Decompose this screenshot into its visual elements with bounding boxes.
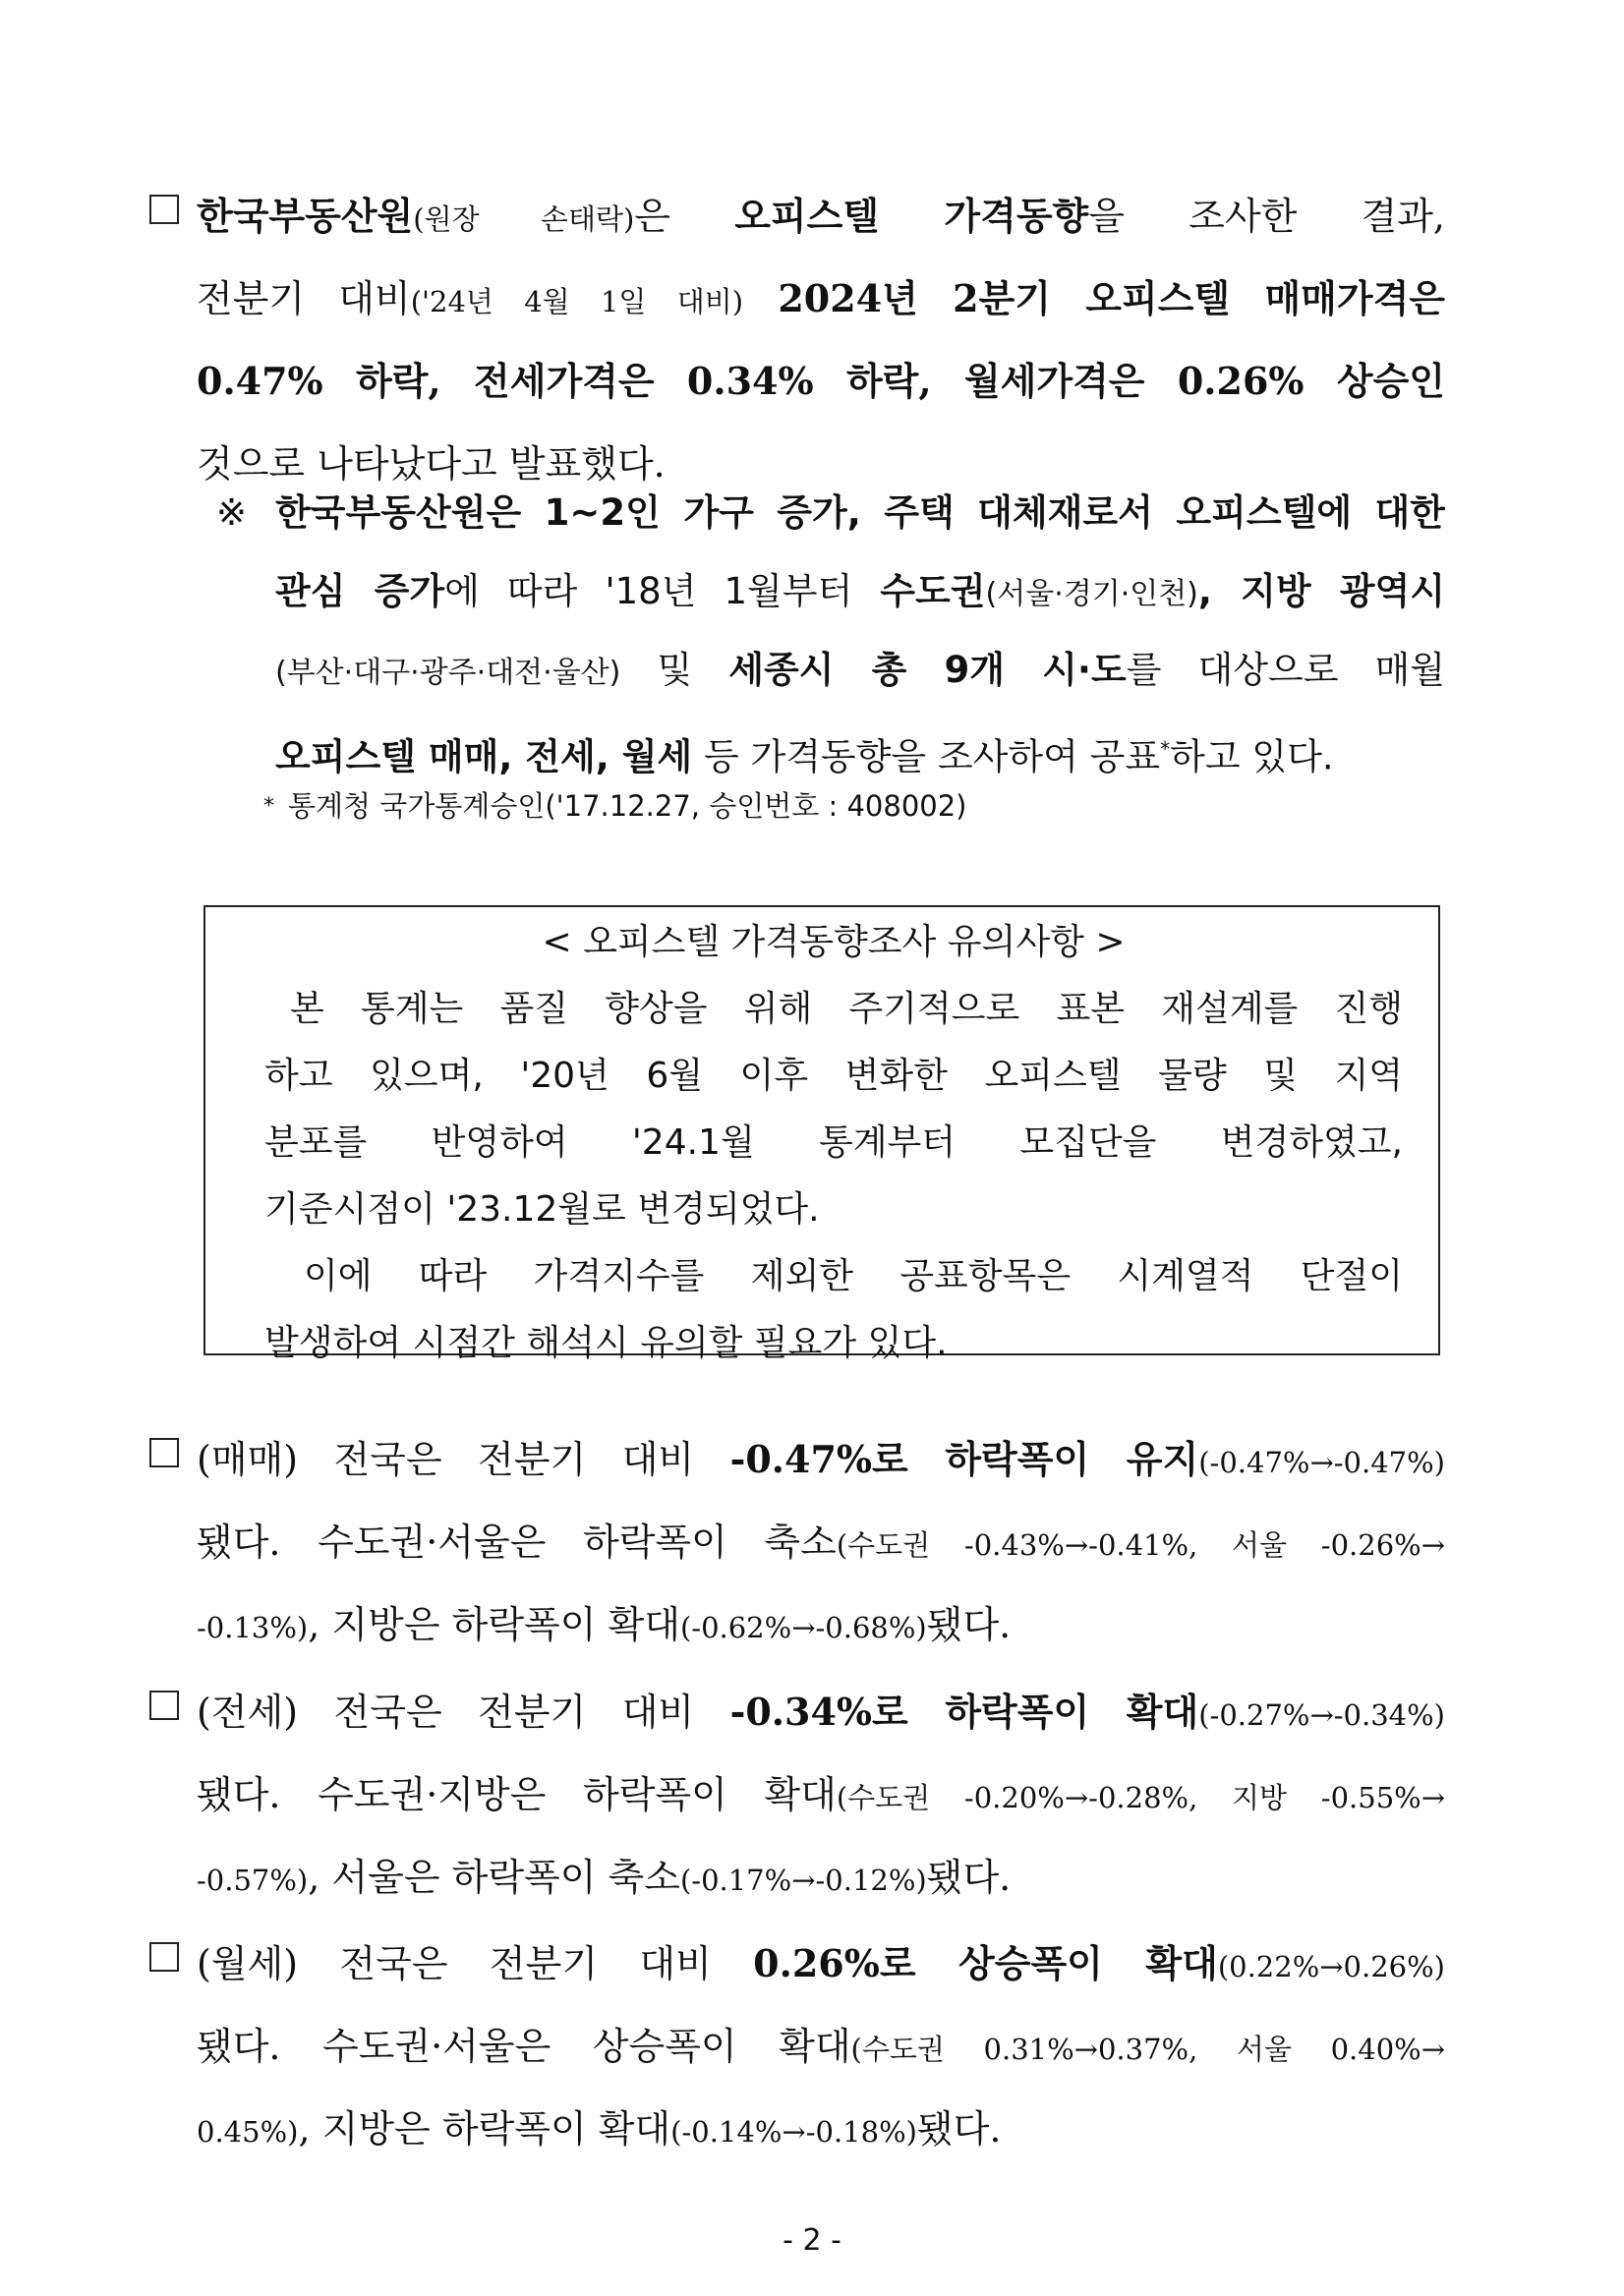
text-run: 됐다. (916, 2107, 1002, 2151)
text-run: -0.34%로 하락폭이 확대 (729, 1690, 1199, 1734)
text-run: 및 (620, 649, 729, 691)
sale-line (197, 1501, 1445, 1583)
monthly-paragraph (197, 1923, 1445, 2170)
monthly-line (197, 2005, 1445, 2088)
text-run: 전분기 대비 (197, 277, 411, 320)
text-run: (0.22%→0.26%) (1217, 1950, 1445, 1983)
text-run: (서울·경기·인천) (985, 577, 1198, 611)
text-run: (수도권 0.31%→0.37%, 서울 0.40%→ (850, 2033, 1445, 2066)
checkbox-bullet-icon (149, 1691, 179, 1720)
text-run: (-0.14%→-0.18%) (670, 2115, 917, 2149)
text-run: (매매) 전국은 전분기 대비 (197, 1438, 730, 1481)
org-name: 한국부동산원 (197, 194, 414, 238)
text-run: 됐다. (926, 1603, 1012, 1646)
jeonse-line (197, 1836, 1445, 1919)
sale-paragraph (197, 1418, 1445, 1666)
reference-date: ('24년 4월 1일 대비) (410, 285, 744, 318)
text-run: , 지방 광역시 (1197, 570, 1445, 612)
text-run: 0.45%) (197, 2115, 299, 2149)
text-run: 됐다. 수도권·서울은 하락폭이 축소 (197, 1521, 837, 1564)
caution-box-content (264, 909, 1403, 1377)
jeonse-line (197, 1753, 1445, 1836)
text-run: (-0.27%→-0.34%) (1198, 1698, 1445, 1732)
sale-line (197, 1583, 1445, 1666)
footnote-star: * (263, 794, 274, 819)
jeonse-paragraph (197, 1671, 1445, 1919)
text-run: -0.47%로 하락폭이 유지 (729, 1437, 1199, 1481)
text-run: (월세) 전국은 전분기 대비 (197, 1942, 754, 1985)
monthly-line (197, 2088, 1445, 2170)
intro-paragraph (197, 175, 1445, 505)
sale-line (197, 1418, 1445, 1501)
note-line (275, 631, 1445, 710)
caution-line: 이에 따라 가격지수를 제외한 공표항목은 시계열적 단절이 (304, 1256, 1403, 1296)
caution-box-title: < 오피스텔 가격동향조사 유의사항 > (542, 922, 1126, 962)
text-run: 됐다. (926, 1856, 1012, 1899)
text-run: 오피스텔 가격동향 (734, 194, 1089, 238)
checkbox-bullet-icon (149, 195, 179, 224)
text-run: (부산·대구·광주·대전·울산) (275, 656, 621, 690)
text-run: 수도권 (880, 570, 986, 612)
text-run: 오피스텔 매매, 전세, 월세 (275, 735, 693, 778)
text-run: , 서울은 하락폭이 축소 (308, 1856, 680, 1899)
footnote-text: 통계청 국가통계승인('17.12.27, 승인번호 : 408002) (288, 789, 967, 823)
text-run: 를 대상으로 매월 (1126, 649, 1445, 691)
text-run: 0.26%로 상승폭이 확대 (753, 1941, 1218, 1985)
text-run: 은 (634, 195, 735, 238)
text-run: 됐다. 수도권·지방은 하락폭이 확대 (197, 1773, 837, 1816)
text-run: 관심 증가 (275, 570, 445, 612)
text-run: -0.57%) (197, 1864, 309, 1897)
footnote-marker: * (1160, 737, 1171, 761)
text-run: 에 따라 '18년 1월부터 (444, 570, 881, 612)
intro-line (197, 258, 1445, 340)
text-run: (수도권 -0.43%→-0.41%, 서울 -0.26%→ (836, 1528, 1445, 1562)
jeonse-line (197, 1671, 1445, 1753)
page-number: - 2 - (783, 2223, 841, 2258)
caution-line: 발생하여 시점간 해석시 유의할 필요가 있다. (264, 1323, 948, 1363)
note-line: 한국부동산원은 1~2인 가구 증가, 주택 대체재로서 오피스텔에 대한 (275, 491, 1445, 534)
text-run: 세종시 총 9개 시·도 (728, 649, 1127, 691)
intro-line (197, 175, 1445, 258)
text-run: (수도권 -0.20%→-0.28%, 지방 -0.55%→ (836, 1781, 1445, 1814)
caution-line: 분포를 반영하여 '24.1월 통계부터 모집단을 변경하였고, (264, 1122, 1403, 1163)
intro-line: 0.47% 하락, 전세가격은 0.34% 하락, 월세가격은 0.26% 상승인 (197, 359, 1445, 403)
text-run: -0.13%) (197, 1611, 309, 1644)
note-line (275, 552, 1445, 631)
note-paragraph (216, 474, 1445, 788)
reference-mark: ※ (216, 491, 248, 534)
text-run: , 지방은 하락폭이 확대 (298, 2107, 671, 2151)
text-run: (전세) 전국은 전분기 대비 (197, 1691, 730, 1734)
text-run: (-0.62%→-0.68%) (679, 1611, 927, 1644)
checkbox-bullet-icon (149, 1438, 179, 1467)
caution-box (203, 905, 1440, 1363)
caution-line: 기준시점이 '23.12월로 변경되었다. (264, 1189, 820, 1230)
text-run: (-0.17%→-0.12%) (679, 1864, 927, 1897)
text-run: 을 조사한 결과, (1088, 195, 1445, 238)
text-run: (-0.47%→-0.47%) (1198, 1446, 1445, 1479)
text-run: 2024년 2분기 오피스텔 매매가격은 (743, 276, 1445, 320)
monthly-line (197, 1923, 1445, 2005)
text-run: , 지방은 하락폭이 확대 (308, 1603, 680, 1646)
intro-line: 것으로 나타났다고 발표했다. (197, 442, 666, 486)
org-director: (원장 손태락) (413, 202, 635, 236)
text-run: 됐다. 수도권·서울은 상승폭이 확대 (197, 2025, 851, 2068)
caution-line: 본 통계는 품질 향상을 위해 주기적으로 표본 재설계를 진행 (290, 989, 1403, 1029)
caution-line: 하고 있으며, '20년 6월 이후 변화한 오피스텔 물량 및 지역 (264, 1056, 1403, 1096)
text-run: 등 가격동향을 조사하여 공표 (692, 735, 1161, 778)
text-run: 하고 있다. (1170, 735, 1334, 778)
footnote (263, 776, 967, 836)
checkbox-bullet-icon (149, 1942, 179, 1972)
